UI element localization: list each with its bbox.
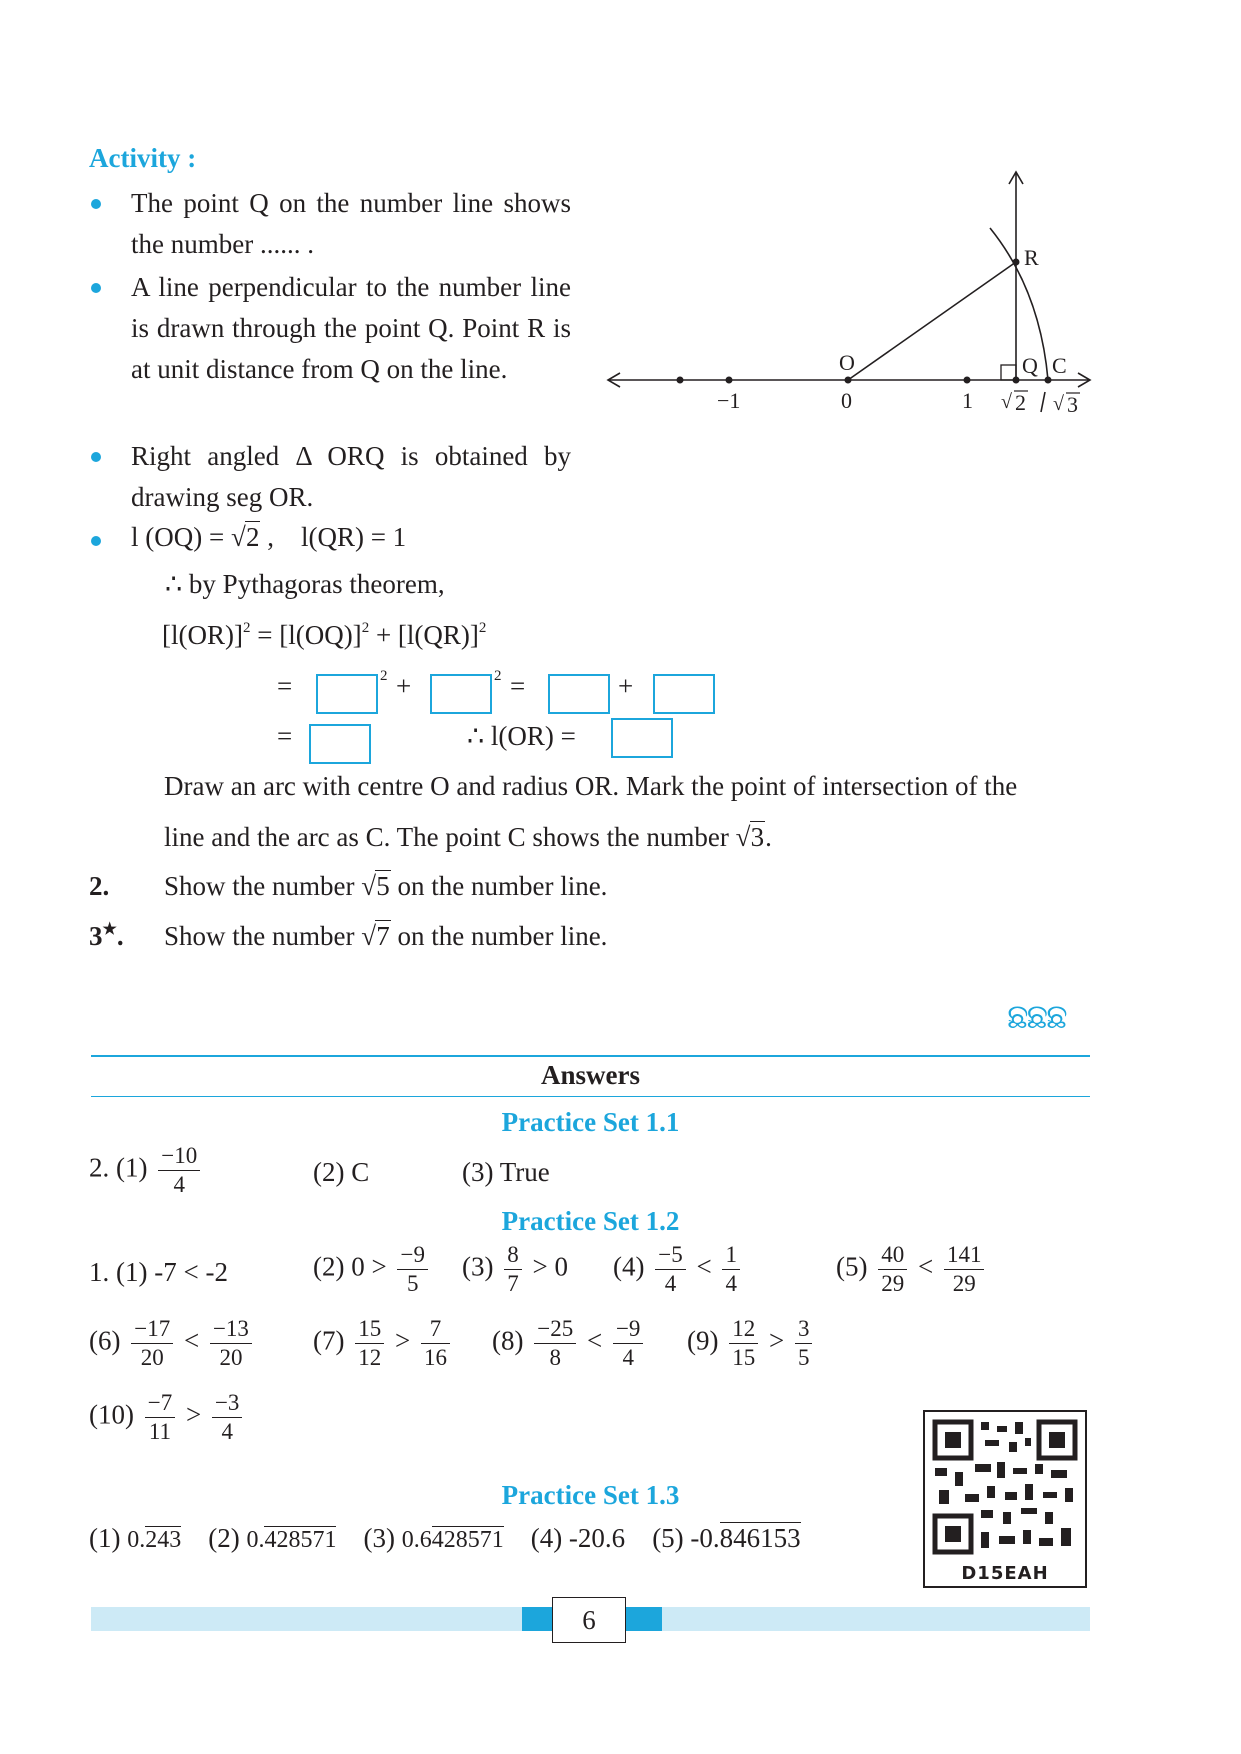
bullet-4 bbox=[91, 536, 101, 546]
answer-box[interactable] bbox=[430, 674, 492, 714]
label-c: C bbox=[1052, 353, 1067, 378]
activity-bullet-1: The point Q on the number line shows the number ...... . bbox=[131, 188, 571, 259]
answer-box[interactable] bbox=[309, 724, 371, 764]
set12-answer-9: (9) $\frac{12}{15}$ > $\frac{3}{5}$ bbox=[687, 1315, 816, 1372]
page-number: 6 bbox=[552, 1597, 626, 1643]
answers-top-rule bbox=[91, 1055, 1090, 1057]
activity-bullet-4: l (OQ) = √ 2 , l(QR) = 1 bbox=[131, 522, 406, 553]
label-q: Q bbox=[1022, 353, 1038, 378]
section-end-ornament: ଛଛଛ bbox=[1007, 997, 1066, 1037]
pythagoras-line: ∴ by Pythagoras theorem, bbox=[165, 569, 445, 599]
square-sup: 2 bbox=[494, 668, 502, 684]
set12-answer-5: (5) $\frac{40}{29}$ < $\frac{141}{29}$ bbox=[836, 1241, 988, 1298]
set11-answer-2: (2) C bbox=[313, 1157, 370, 1187]
svg-text:√: √ bbox=[1053, 393, 1064, 415]
oq-length: l (OQ) = bbox=[131, 522, 225, 552]
question-2-text: Show the number √ 5 on the number line. bbox=[164, 871, 607, 902]
svg-text:√: √ bbox=[1001, 391, 1012, 413]
activity-bullet-2: A line perpendicular to the number line is drawn through the point Q. Point R is at unit distance from Q on the line. bbox=[131, 272, 571, 384]
set12-answer-2: (2) 0 > $\frac{-9}{5}$ bbox=[313, 1241, 432, 1298]
set12-answer-6: (6) $\frac{-17}{20}$ < $\frac{-13}{20}$ bbox=[89, 1315, 256, 1372]
tick-root-2: 2 bbox=[1015, 390, 1026, 415]
set11-answer-1: 2. (1) $\frac{-10}{4}$ bbox=[89, 1142, 204, 1199]
label-r: R bbox=[1024, 245, 1039, 270]
pythagoras-equation: $[l(OR)]^2 = [l(OQ)]^2 + [l(QR)]^2$ bbox=[162, 620, 487, 650]
set12-answer-3: (3) $\frac{8}{7}$ > 0 bbox=[462, 1242, 568, 1296]
question-2-number: 2. bbox=[89, 871, 110, 901]
tick-root-3: 3 bbox=[1067, 392, 1078, 417]
plus-sign: + bbox=[396, 671, 412, 701]
answer-box[interactable] bbox=[548, 674, 610, 714]
bullet-3 bbox=[91, 452, 101, 462]
number-line-diagram bbox=[600, 160, 1100, 430]
set12-answer-7: (7) $\frac{15}{12}$ > $\frac{7}{16}$ bbox=[313, 1315, 454, 1372]
set12-answer-8: (8) $\frac{-25}{8}$ < $\frac{-9}{4}$ bbox=[492, 1315, 647, 1372]
activity-heading: Activity : bbox=[89, 143, 197, 173]
square-sup: 2 bbox=[380, 668, 388, 684]
equals-sign: = bbox=[510, 671, 526, 701]
qr-code[interactable] bbox=[923, 1410, 1087, 1588]
or-length-line: ∴ l(OR) = bbox=[467, 721, 576, 751]
qr-length: l(QR) = 1 bbox=[300, 522, 407, 552]
question-3-number: 3★. bbox=[89, 921, 124, 951]
practice-set-1-2-title: Practice Set 1.2 bbox=[501, 1206, 680, 1236]
tick-0: 0 bbox=[841, 388, 852, 413]
answers-bottom-rule bbox=[91, 1096, 1090, 1097]
plus-sign: + bbox=[618, 671, 634, 701]
equals-sign: = bbox=[277, 721, 293, 751]
set13-answers: (1) 0.243 (2) 0.428571 (3) 0.6428571 (4) -20.6 (5) -0.846153 bbox=[89, 1523, 801, 1553]
qr-code-caption: D15EAH bbox=[961, 1563, 1049, 1584]
bullet-1 bbox=[91, 199, 101, 209]
qr-code-pattern bbox=[925, 1412, 1085, 1560]
answer-box[interactable] bbox=[653, 674, 715, 714]
answer-box[interactable] bbox=[316, 674, 378, 714]
practice-set-1-3-title: Practice Set 1.3 bbox=[501, 1480, 680, 1510]
set12-answer-4: (4) $\frac{-5}{4}$ < $\frac{1}{4}$ bbox=[613, 1241, 744, 1298]
question-3-text: Show the number √ 7 on the number line. bbox=[164, 921, 607, 952]
set12-answer-10: (10) $\frac{-7}{11}$ > $\frac{-3}{4}$ bbox=[89, 1389, 246, 1446]
set12-answer-1: 1. (1) -7 < -2 bbox=[89, 1257, 228, 1287]
answer-box[interactable] bbox=[611, 718, 673, 758]
bullet-2 bbox=[91, 283, 101, 293]
equals-sign: = bbox=[277, 671, 293, 701]
answers-title: Answers bbox=[541, 1060, 640, 1090]
set11-answer-3: (3) True bbox=[462, 1157, 550, 1187]
draw-arc-text-2: line and the arc as C. The point C shows the number √ 3. bbox=[164, 822, 772, 853]
activity-bullet-3: Right angled Δ ORQ is obtained by drawing seg OR. bbox=[131, 441, 571, 512]
draw-arc-text: Draw an arc with centre O and radius OR. Mark the point of intersection of the bbox=[164, 771, 1018, 801]
root-2: √ 2 bbox=[231, 522, 261, 553]
tick-minus-1: −1 bbox=[717, 388, 741, 413]
tick-1: 1 bbox=[962, 388, 973, 413]
label-o: O bbox=[839, 350, 855, 375]
practice-set-1-1-title: Practice Set 1.1 bbox=[501, 1107, 680, 1137]
